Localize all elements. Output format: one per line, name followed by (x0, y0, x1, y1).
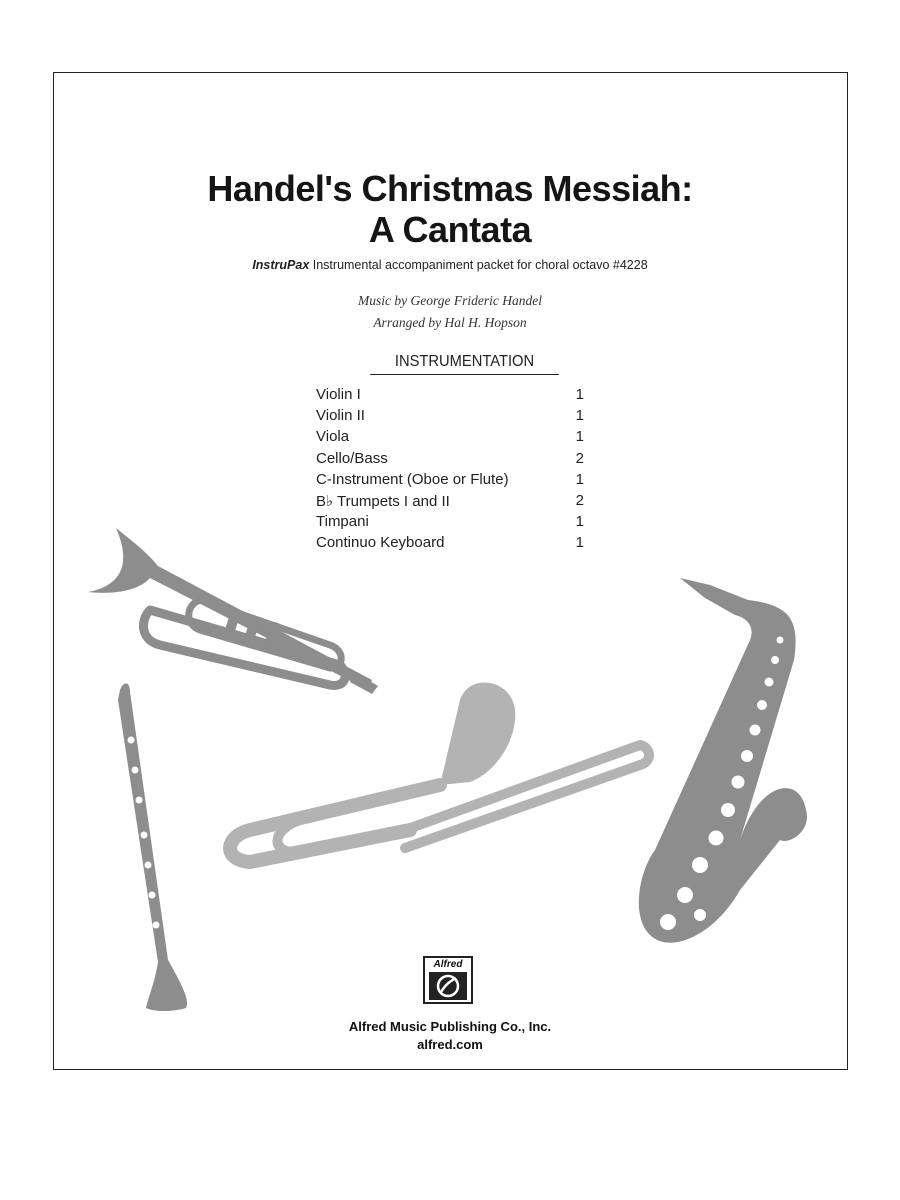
clarinet-icon (118, 683, 187, 1011)
logo-emblem-icon (429, 972, 467, 1000)
instrument-quantity: 1 (575, 513, 584, 531)
instrument-quantity: 1 (575, 386, 584, 403)
publisher-name: Alfred Music Publishing Co., Inc. (348, 1019, 552, 1034)
composer-credit: Music by George Frideric Handel (358, 293, 542, 308)
saxophone-icon (639, 578, 807, 943)
instrument-name: Viola (316, 428, 350, 446)
trombone-icon (230, 683, 649, 862)
instrument-quantity: 1 (575, 428, 584, 446)
instrument-quantity: 2 (575, 491, 584, 509)
instrument-quantity: 1 (575, 470, 584, 488)
subtitle-text: Instrumental accompaniment packet for choral octavo #4228 (309, 258, 648, 272)
alfred-logo (423, 956, 473, 1004)
instrument-quantity: 2 (575, 449, 584, 467)
title-line-2: A Cantata (368, 209, 532, 250)
instrumentation-heading: INSTRUMENTATION (370, 353, 559, 375)
instrument-name: Violin I (316, 386, 361, 403)
title-line-1: Handel's Christmas Messiah: (207, 168, 693, 209)
trumpet-icon (88, 528, 378, 694)
logo-text: Alfred (433, 959, 463, 970)
brand-name: InstruPax (252, 258, 310, 272)
instrument-quantity: 1 (575, 534, 584, 552)
instrument-name: Timpani (316, 513, 369, 531)
instrument-name: Cello/Bass (316, 449, 388, 467)
instrument-name: C-Instrument (Oboe or Flute) (316, 470, 509, 488)
instrument-name: Violin II (316, 407, 365, 425)
arranger-credit: Arranged by Hal H. Hopson (373, 315, 527, 330)
instrument-name: B♭ Trumpets I and II (316, 492, 450, 510)
instrument-name: Continuo Keyboard (316, 534, 445, 552)
instrument-quantity: 1 (575, 407, 584, 425)
publisher-url: alfred.com (417, 1037, 483, 1052)
